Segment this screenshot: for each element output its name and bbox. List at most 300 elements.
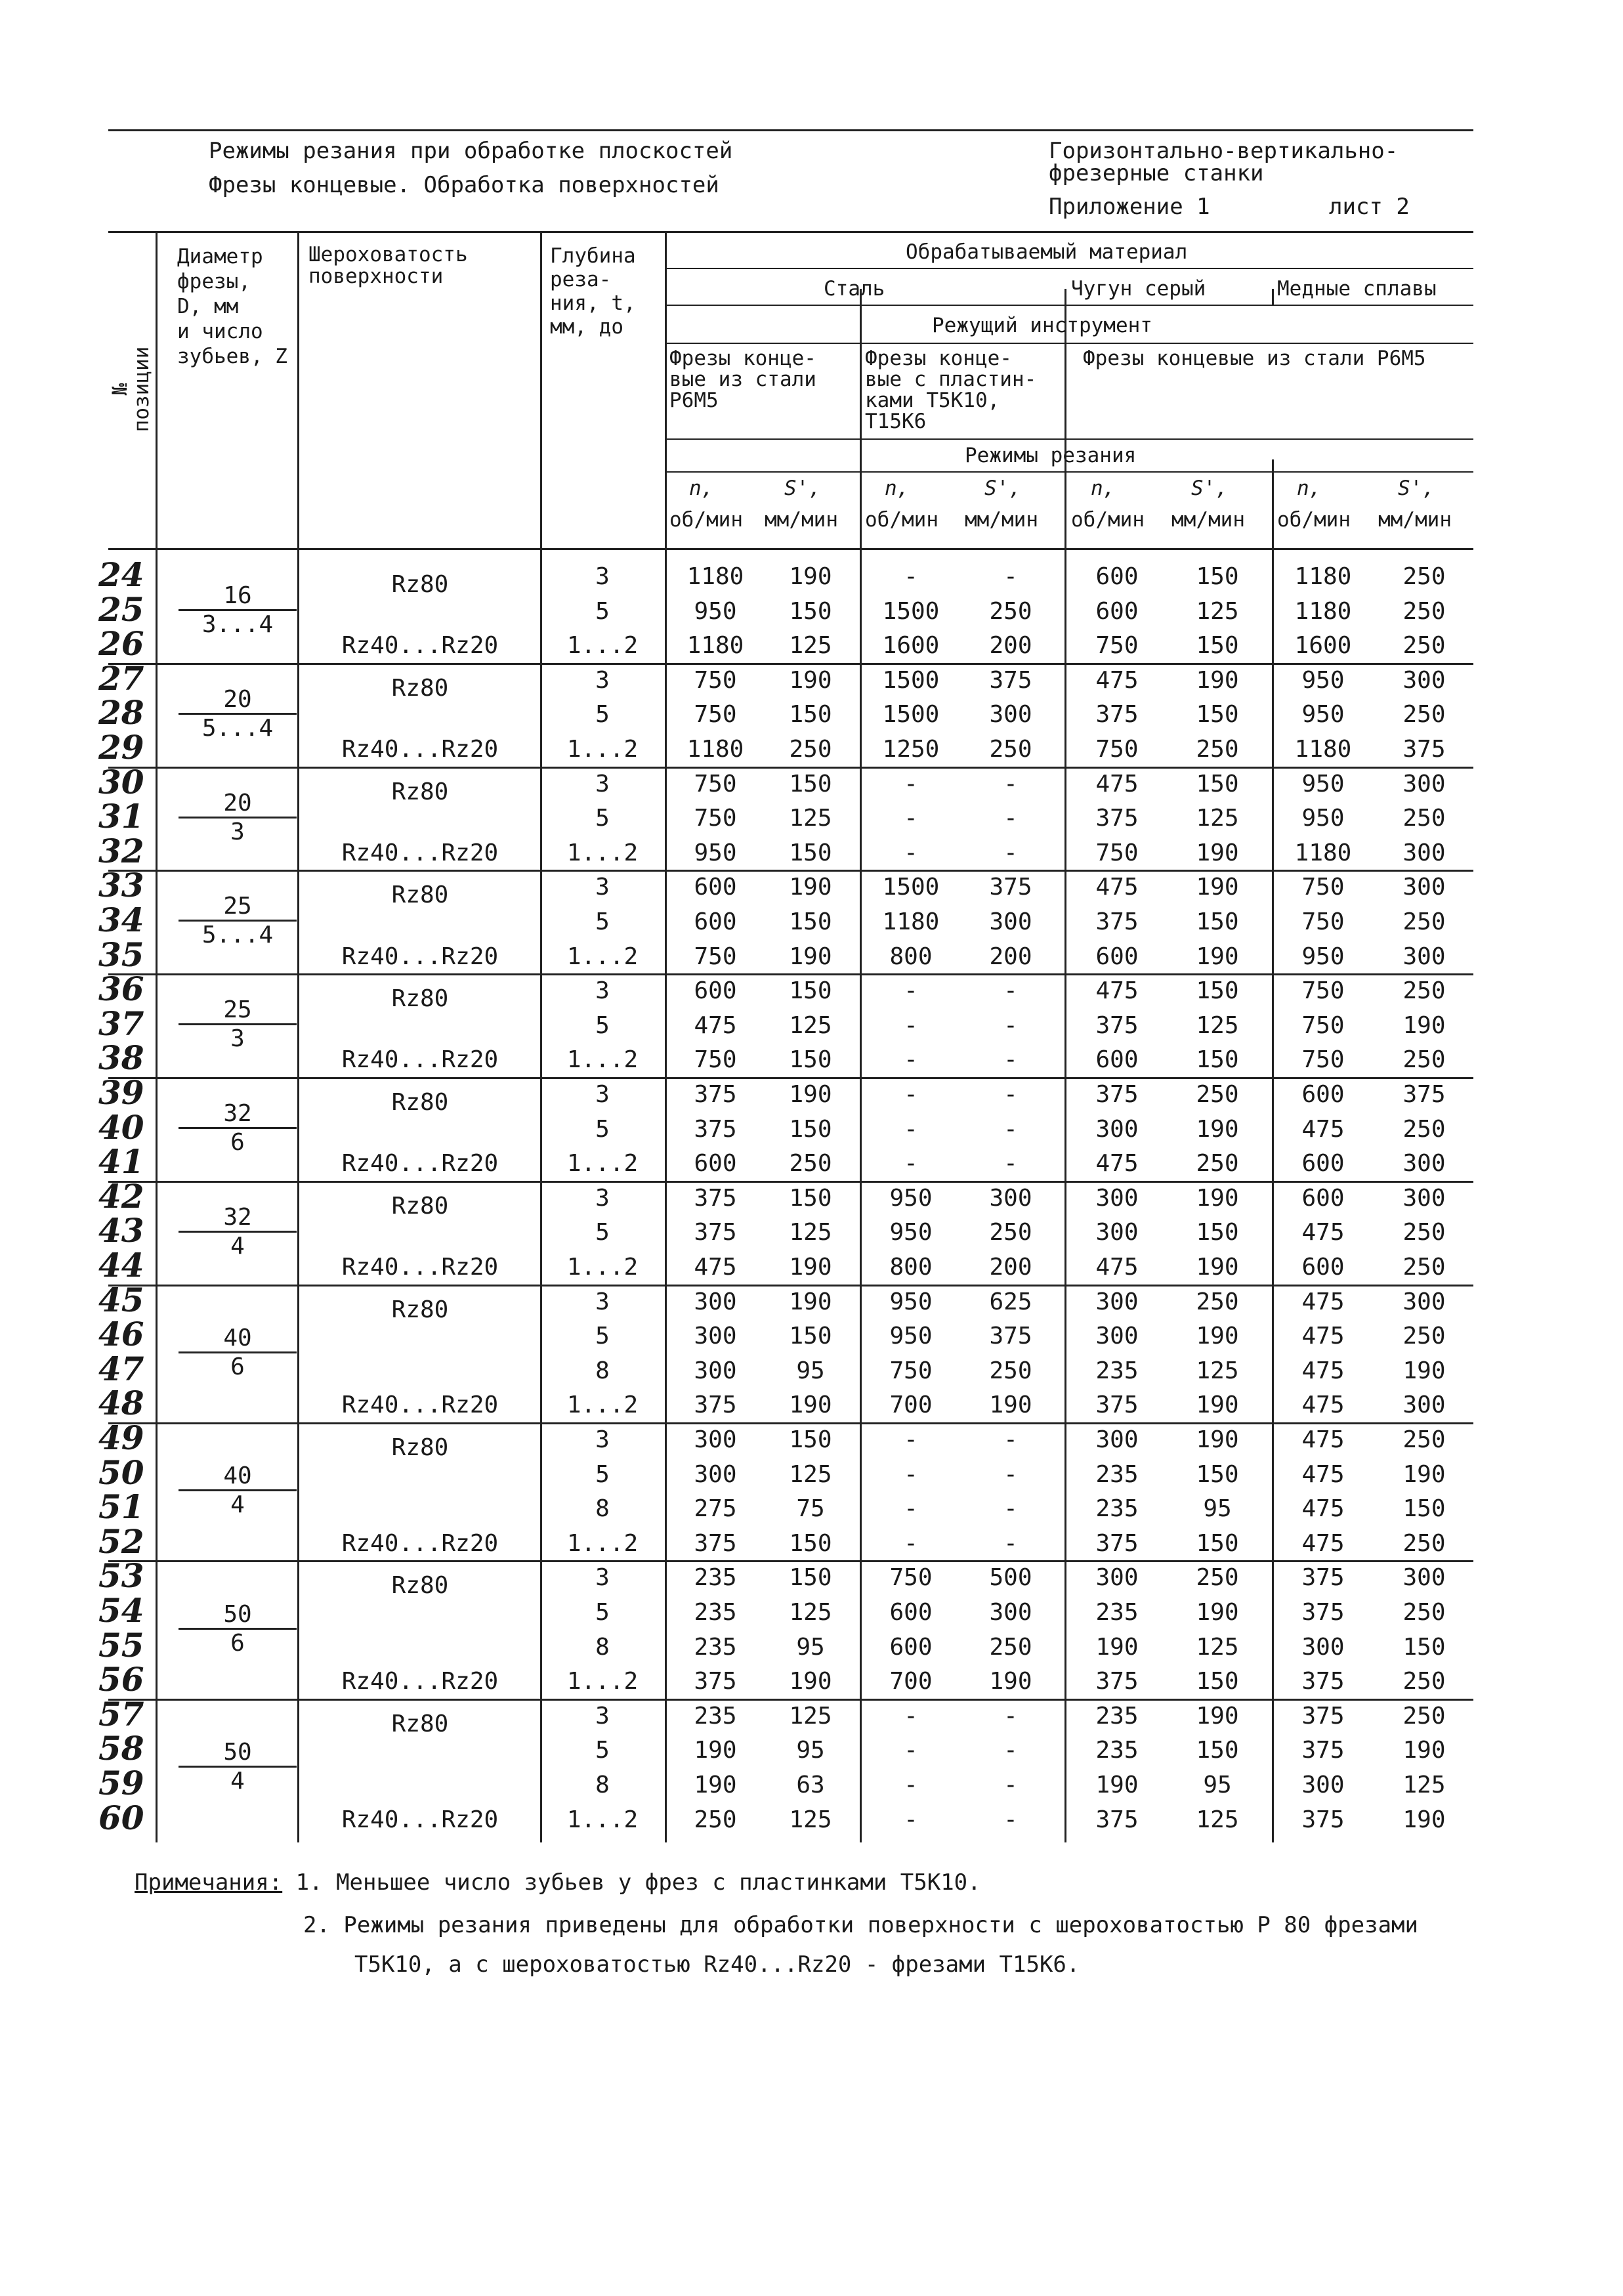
n-value: 300	[694, 1323, 737, 1350]
group-separator	[108, 1077, 1473, 1079]
s-value: 250	[1196, 1081, 1239, 1108]
n-value: 1180	[1294, 597, 1352, 625]
s-value: 300	[1402, 1564, 1446, 1592]
s-value: 625	[989, 1288, 1032, 1315]
s-value: 300	[1402, 839, 1446, 866]
s-value: 250	[989, 597, 1032, 625]
n-value: 750	[1301, 1011, 1345, 1039]
s-value: 150	[1196, 1460, 1239, 1488]
teeth-value: 6	[230, 1128, 245, 1156]
n-value: -	[904, 770, 918, 797]
n-value: 750	[1301, 874, 1345, 901]
position-number: 54	[98, 1591, 144, 1630]
n-value: -	[904, 1460, 918, 1488]
diameter-value: 32	[179, 1100, 297, 1129]
s-value: 125	[789, 1702, 832, 1730]
n-value: 475	[1301, 1392, 1345, 1419]
roughness-line-1: Шероховатость	[308, 243, 468, 266]
n-value: 190	[1095, 1772, 1139, 1798]
diameter-line-2: фрезы,	[177, 270, 251, 293]
s-label: S',	[1191, 477, 1228, 500]
diameter-value: 25	[179, 996, 297, 1025]
modes-header: Режимы резания	[965, 444, 1137, 467]
n-value: 475	[694, 1011, 737, 1039]
n-value: 750	[1301, 1046, 1345, 1074]
s-value: 150	[1196, 1529, 1239, 1557]
s-value: 125	[1196, 597, 1239, 625]
s-value: 190	[1402, 1357, 1446, 1384]
roughness-coarse: Rz80	[391, 1710, 449, 1737]
s-value: 150	[1196, 563, 1239, 590]
s-value: 95	[796, 1357, 825, 1384]
n-value: 1180	[686, 736, 744, 763]
n-value: 950	[889, 1219, 933, 1246]
n-value: 375	[1301, 1702, 1345, 1730]
s-value: 250	[1402, 1254, 1446, 1281]
tool-a-line-2: вые из стали	[669, 368, 816, 391]
depth-value: 1...2	[566, 1254, 639, 1281]
s-value: 300	[1402, 666, 1446, 694]
n-value: 600	[1095, 1046, 1139, 1074]
tool-b-line-3: ками Т5К10,	[865, 389, 1000, 412]
n-value: 475	[1301, 1288, 1345, 1315]
n-value: 375	[694, 1392, 737, 1419]
s-value: -	[1003, 1150, 1018, 1178]
s-value: -	[1003, 563, 1018, 590]
table-top-rule	[108, 231, 1473, 233]
s-value: 250	[1402, 908, 1446, 935]
n-value: 375	[1095, 1392, 1139, 1419]
n-value: 475	[1301, 1115, 1345, 1143]
s-value: 190	[1196, 1254, 1239, 1281]
s-value: 150	[789, 1529, 832, 1557]
s-unit: мм/мин	[765, 508, 838, 532]
teeth-value: 6	[230, 1353, 245, 1380]
n-value: 375	[1095, 1529, 1139, 1557]
position-number: 53	[98, 1556, 144, 1596]
diameter-teeth	[179, 1739, 297, 1795]
n-value: 235	[1095, 1599, 1139, 1626]
roughness-fine: Rz40...Rz20	[341, 736, 499, 763]
n-value: 235	[1095, 1495, 1139, 1523]
position-number: 26	[98, 624, 144, 664]
s-value: 250	[1402, 1599, 1446, 1626]
depth-value: 3	[595, 770, 610, 797]
n-value: 375	[694, 1184, 737, 1212]
n-value: 950	[1301, 701, 1345, 729]
modes-rule	[665, 438, 1473, 440]
s-value: 250	[1196, 736, 1239, 763]
roughness-fine: Rz40...Rz20	[341, 839, 499, 866]
s-value: 190	[1196, 839, 1239, 866]
n-value: 375	[694, 1115, 737, 1143]
diameter-value: 50	[179, 1739, 297, 1768]
n-value: 750	[694, 943, 737, 970]
depth-value: 3	[595, 977, 610, 1005]
tool-a-header	[669, 348, 816, 411]
position-number: 42	[98, 1176, 144, 1216]
s-value: 375	[989, 1323, 1032, 1350]
depth-line-4: мм, до	[550, 315, 623, 339]
group-separator	[108, 1285, 1473, 1286]
n-value: 600	[1301, 1150, 1345, 1178]
teeth-value: 5...4	[201, 714, 274, 742]
s-value: 125	[789, 1599, 832, 1626]
position-number: 30	[98, 762, 144, 801]
note-2b: Т5К10, а с шероховатостью Rz40...Rz20 - фрезами Т15К6.	[354, 1951, 1080, 1978]
depth-line-2: реза-	[550, 268, 612, 291]
depth-line-3: ния, t,	[550, 291, 636, 315]
s-value: -	[1003, 839, 1018, 866]
n-value: -	[904, 1806, 918, 1833]
depth-value: 1...2	[566, 1529, 639, 1557]
depth-value: 1...2	[566, 1668, 639, 1695]
s-value: -	[1003, 1046, 1018, 1074]
group-separator	[108, 1181, 1473, 1183]
n-value: -	[904, 1150, 918, 1178]
n-value: -	[904, 1702, 918, 1730]
n-value: 1180	[1294, 736, 1352, 763]
s-value: 250	[989, 1357, 1032, 1384]
s-value: 250	[1402, 1219, 1446, 1246]
n-value: 300	[1095, 1426, 1139, 1453]
n-value: 1180	[686, 632, 744, 660]
n-value: 275	[694, 1495, 737, 1523]
s-value: 150	[1196, 908, 1239, 935]
s-value: -	[1003, 1772, 1018, 1798]
depth-value: 1...2	[566, 1046, 639, 1074]
n-value: 375	[694, 1529, 737, 1557]
s-value: 150	[789, 597, 832, 625]
s-value: 150	[789, 1046, 832, 1074]
s-value: 190	[1196, 1184, 1239, 1212]
note-2a: 2. Режимы резания приведены для обработки поверхности с шероховатостью Р 80 фрезами	[303, 1912, 1418, 1938]
group-separator	[108, 767, 1473, 769]
s-value: 125	[789, 1219, 832, 1246]
position-number: 32	[98, 831, 144, 870]
s-value: 250	[1402, 1046, 1446, 1074]
steel-rule	[665, 305, 1473, 306]
depth-value: 1...2	[566, 943, 639, 970]
s-value: 250	[1196, 1288, 1239, 1315]
col-header-position	[110, 337, 153, 442]
s-value: 300	[1402, 1392, 1446, 1419]
n-value: 750	[1095, 736, 1139, 763]
s-value: 190	[789, 666, 832, 694]
diameter-teeth	[179, 1601, 297, 1657]
n-value: 1500	[882, 597, 940, 625]
notes-label: Примечания:	[135, 1869, 283, 1896]
n-value: 190	[694, 1737, 737, 1764]
s-value: 150	[789, 1426, 832, 1453]
s-value: -	[1003, 1529, 1018, 1557]
depth-value: 5	[595, 1599, 610, 1626]
depth-value: 3	[595, 1288, 610, 1315]
s-value: -	[1003, 1011, 1018, 1039]
n-value: 600	[1095, 597, 1139, 625]
col-header-diameter	[177, 244, 287, 369]
s-unit: мм/мин	[1378, 508, 1452, 532]
n-value: 475	[1095, 770, 1139, 797]
n-value: 750	[889, 1564, 933, 1592]
s-value: -	[1003, 1702, 1018, 1730]
depth-value: 5	[595, 1115, 610, 1143]
col-divider-2	[297, 231, 299, 1842]
n-label: n,	[1297, 477, 1322, 500]
s-value: 150	[789, 1564, 832, 1592]
s-value: 150	[789, 701, 832, 729]
s-value: -	[1003, 770, 1018, 797]
position-number: 40	[98, 1107, 144, 1147]
n-unit: об/мин	[865, 508, 938, 532]
position-number: 49	[98, 1418, 144, 1457]
n-value: 1180	[1294, 839, 1352, 866]
s-value: 125	[1196, 1633, 1239, 1661]
appendix-label: Приложение 1	[1049, 194, 1210, 220]
roughness-fine: Rz40...Rz20	[341, 1529, 499, 1557]
s-value: 150	[1196, 1046, 1239, 1074]
s-value: 150	[789, 1115, 832, 1143]
col-divider-5	[860, 289, 862, 1842]
n-value: -	[904, 977, 918, 1005]
n-value: 235	[1095, 1702, 1139, 1730]
n-value: 750	[694, 701, 737, 729]
s-value: 150	[789, 839, 832, 866]
tool-header: Режущий инструмент	[932, 314, 1152, 337]
position-number: 34	[98, 901, 144, 939]
depth-value: 5	[595, 1323, 610, 1350]
cast-iron-header: Чугун серый	[1071, 277, 1206, 301]
s-value: 150	[1196, 632, 1239, 660]
s-value: 150	[1196, 977, 1239, 1005]
n-value: 750	[694, 1046, 737, 1074]
s-value: 190	[1402, 1806, 1446, 1833]
n-label: n,	[689, 477, 714, 500]
n-value: 750	[1095, 839, 1139, 866]
s-value: 250	[789, 1150, 832, 1178]
s-value: 150	[1196, 770, 1239, 797]
n-value: 300	[1095, 1564, 1139, 1592]
group-separator	[108, 870, 1473, 872]
teeth-value: 6	[230, 1629, 245, 1657]
roughness-fine: Rz40...Rz20	[341, 1254, 499, 1281]
col-divider-1	[156, 231, 158, 1842]
n-value: 1600	[1294, 632, 1352, 660]
position-number: 46	[98, 1315, 144, 1354]
depth-value: 3	[595, 1081, 610, 1108]
s-value: 200	[989, 943, 1032, 970]
diameter-teeth	[179, 1462, 297, 1518]
n-value: 950	[889, 1288, 933, 1315]
roughness-line-2: поверхности	[308, 265, 444, 288]
n-value: -	[904, 1529, 918, 1557]
n-value: 475	[1301, 1529, 1345, 1557]
n-value: 300	[1095, 1323, 1139, 1350]
diameter-teeth	[179, 996, 297, 1052]
position-number: 57	[98, 1694, 144, 1733]
s-value: 190	[1196, 874, 1239, 901]
position-number: 56	[98, 1660, 144, 1699]
n-value: -	[904, 1081, 918, 1108]
n-value: 950	[694, 597, 737, 625]
n-value: 950	[1301, 770, 1345, 797]
s-value: 95	[1203, 1772, 1232, 1798]
s-label: S',	[784, 477, 821, 500]
diameter-teeth	[179, 790, 297, 845]
s-value: 200	[989, 1254, 1032, 1281]
n-value: 800	[889, 1254, 933, 1281]
depth-value: 5	[595, 908, 610, 935]
s-value: 190	[1402, 1011, 1446, 1039]
tool-b-header	[865, 348, 1036, 432]
n-value: 375	[694, 1668, 737, 1695]
depth-value: 5	[595, 1011, 610, 1039]
n-value: 750	[1301, 908, 1345, 935]
header-bottom-rule	[108, 548, 1473, 550]
s-value: 150	[1196, 1668, 1239, 1695]
diameter-value: 16	[179, 582, 297, 611]
n-unit: об/мин	[1071, 508, 1145, 532]
s-value: 250	[789, 736, 832, 763]
n-value: 300	[694, 1288, 737, 1315]
depth-value: 3	[595, 1564, 610, 1592]
n-value: 375	[1301, 1599, 1345, 1626]
roughness-fine: Rz40...Rz20	[341, 1392, 499, 1419]
s-value: 150	[1402, 1633, 1446, 1661]
diameter-value: 20	[179, 790, 297, 818]
position-number: 29	[98, 728, 144, 767]
s-value: 375	[1402, 736, 1446, 763]
col-divider-6	[1064, 289, 1066, 1842]
n-value: 1500	[882, 874, 940, 901]
s-value: 250	[1402, 1702, 1446, 1730]
roughness-coarse: Rz80	[391, 674, 449, 702]
n-value: 600	[1301, 1184, 1345, 1212]
s-value: 125	[789, 632, 832, 660]
s-value: 250	[989, 736, 1032, 763]
tool-a-line-1: Фрезы конце-	[669, 347, 816, 370]
n-value: 1250	[882, 736, 940, 763]
tool-b-line-2: вые с пластин-	[865, 368, 1037, 391]
s-value: 190	[1196, 1599, 1239, 1626]
s-value: 250	[1196, 1150, 1239, 1178]
n-value: -	[904, 1011, 918, 1039]
depth-value: 3	[595, 874, 610, 901]
position-number: 44	[98, 1246, 144, 1285]
n-value: 475	[1095, 977, 1139, 1005]
n-value: -	[904, 1772, 918, 1798]
roughness-fine: Rz40...Rz20	[341, 1046, 499, 1074]
depth-value: 5	[595, 1219, 610, 1246]
position-number: 51	[98, 1487, 144, 1527]
n-value: 300	[1301, 1633, 1345, 1661]
s-value: 150	[789, 770, 832, 797]
n-value: 375	[1095, 1806, 1139, 1833]
n-value: 475	[1301, 1426, 1345, 1453]
position-number: 59	[98, 1764, 144, 1802]
s-value: 190	[1196, 1426, 1239, 1453]
s-value: 125	[789, 1460, 832, 1488]
depth-value: 1...2	[566, 1150, 639, 1178]
n-value: 235	[694, 1599, 737, 1626]
n-value: -	[904, 1737, 918, 1764]
teeth-value: 3	[230, 818, 245, 845]
s-value: 190	[789, 1668, 832, 1695]
material-rule	[665, 268, 1473, 269]
n-value: 300	[1095, 1288, 1139, 1315]
col-header-depth	[550, 244, 636, 339]
diameter-value: 32	[179, 1204, 297, 1233]
s-value: 190	[1196, 666, 1239, 694]
position-number: 48	[98, 1384, 144, 1423]
position-number: 45	[98, 1280, 144, 1319]
s-value: 125	[789, 1806, 832, 1833]
s-value: 190	[1196, 1323, 1239, 1350]
diameter-value: 25	[179, 893, 297, 922]
group-separator	[108, 663, 1473, 665]
s-value: 125	[1196, 1357, 1239, 1384]
roughness-fine: Rz40...Rz20	[341, 943, 499, 970]
position-number: 36	[98, 969, 144, 1009]
s-value: 300	[1402, 1184, 1446, 1212]
n-value: 375	[1095, 1081, 1139, 1108]
depth-value: 1...2	[566, 1806, 639, 1833]
s-value: 190	[1402, 1460, 1446, 1488]
s-value: 250	[1402, 563, 1446, 590]
roughness-coarse: Rz80	[391, 1089, 449, 1116]
s-value: 150	[789, 977, 832, 1005]
position-number: 27	[98, 658, 144, 698]
s-value: 150	[789, 908, 832, 935]
position-number: 58	[98, 1729, 144, 1768]
position-number: 52	[98, 1521, 144, 1561]
n-value: 750	[1095, 632, 1139, 660]
position-number: 60	[98, 1798, 144, 1837]
s-value: 95	[1203, 1495, 1232, 1523]
s-value: 250	[1402, 977, 1446, 1005]
n-value: 600	[1095, 563, 1139, 590]
n-value: 300	[1301, 1772, 1345, 1798]
n-value: 950	[889, 1323, 933, 1350]
roughness-coarse: Rz80	[391, 1296, 449, 1323]
n-value: 750	[889, 1357, 933, 1384]
copper-header: Медные сплавы	[1277, 277, 1437, 301]
s-value: 150	[1196, 1737, 1239, 1764]
n-value: 300	[694, 1357, 737, 1384]
s-value: -	[1003, 1426, 1018, 1453]
s-label: S',	[984, 477, 1021, 500]
s-value: -	[1003, 1081, 1018, 1108]
s-value: 95	[796, 1737, 825, 1764]
teeth-value: 3...4	[201, 610, 274, 638]
position-number: 37	[98, 1004, 144, 1043]
n-value: 600	[694, 977, 737, 1005]
position-number: 47	[98, 1349, 144, 1388]
n-value: -	[904, 563, 918, 590]
s-value: 250	[1402, 1668, 1446, 1695]
depth-line-1: Глубина	[550, 244, 636, 268]
s-unit: мм/мин	[965, 508, 1038, 532]
title-left-1: Режимы резания при обработке плоскостей	[209, 138, 733, 164]
roughness-coarse: Rz80	[391, 882, 449, 909]
group-separator	[108, 973, 1473, 975]
s-unit: мм/мин	[1171, 508, 1245, 532]
n-value: 235	[694, 1702, 737, 1730]
n-value: 235	[1095, 1737, 1139, 1764]
s-value: 250	[1402, 597, 1446, 625]
depth-value: 5	[595, 805, 610, 832]
group-separator	[108, 1699, 1473, 1701]
